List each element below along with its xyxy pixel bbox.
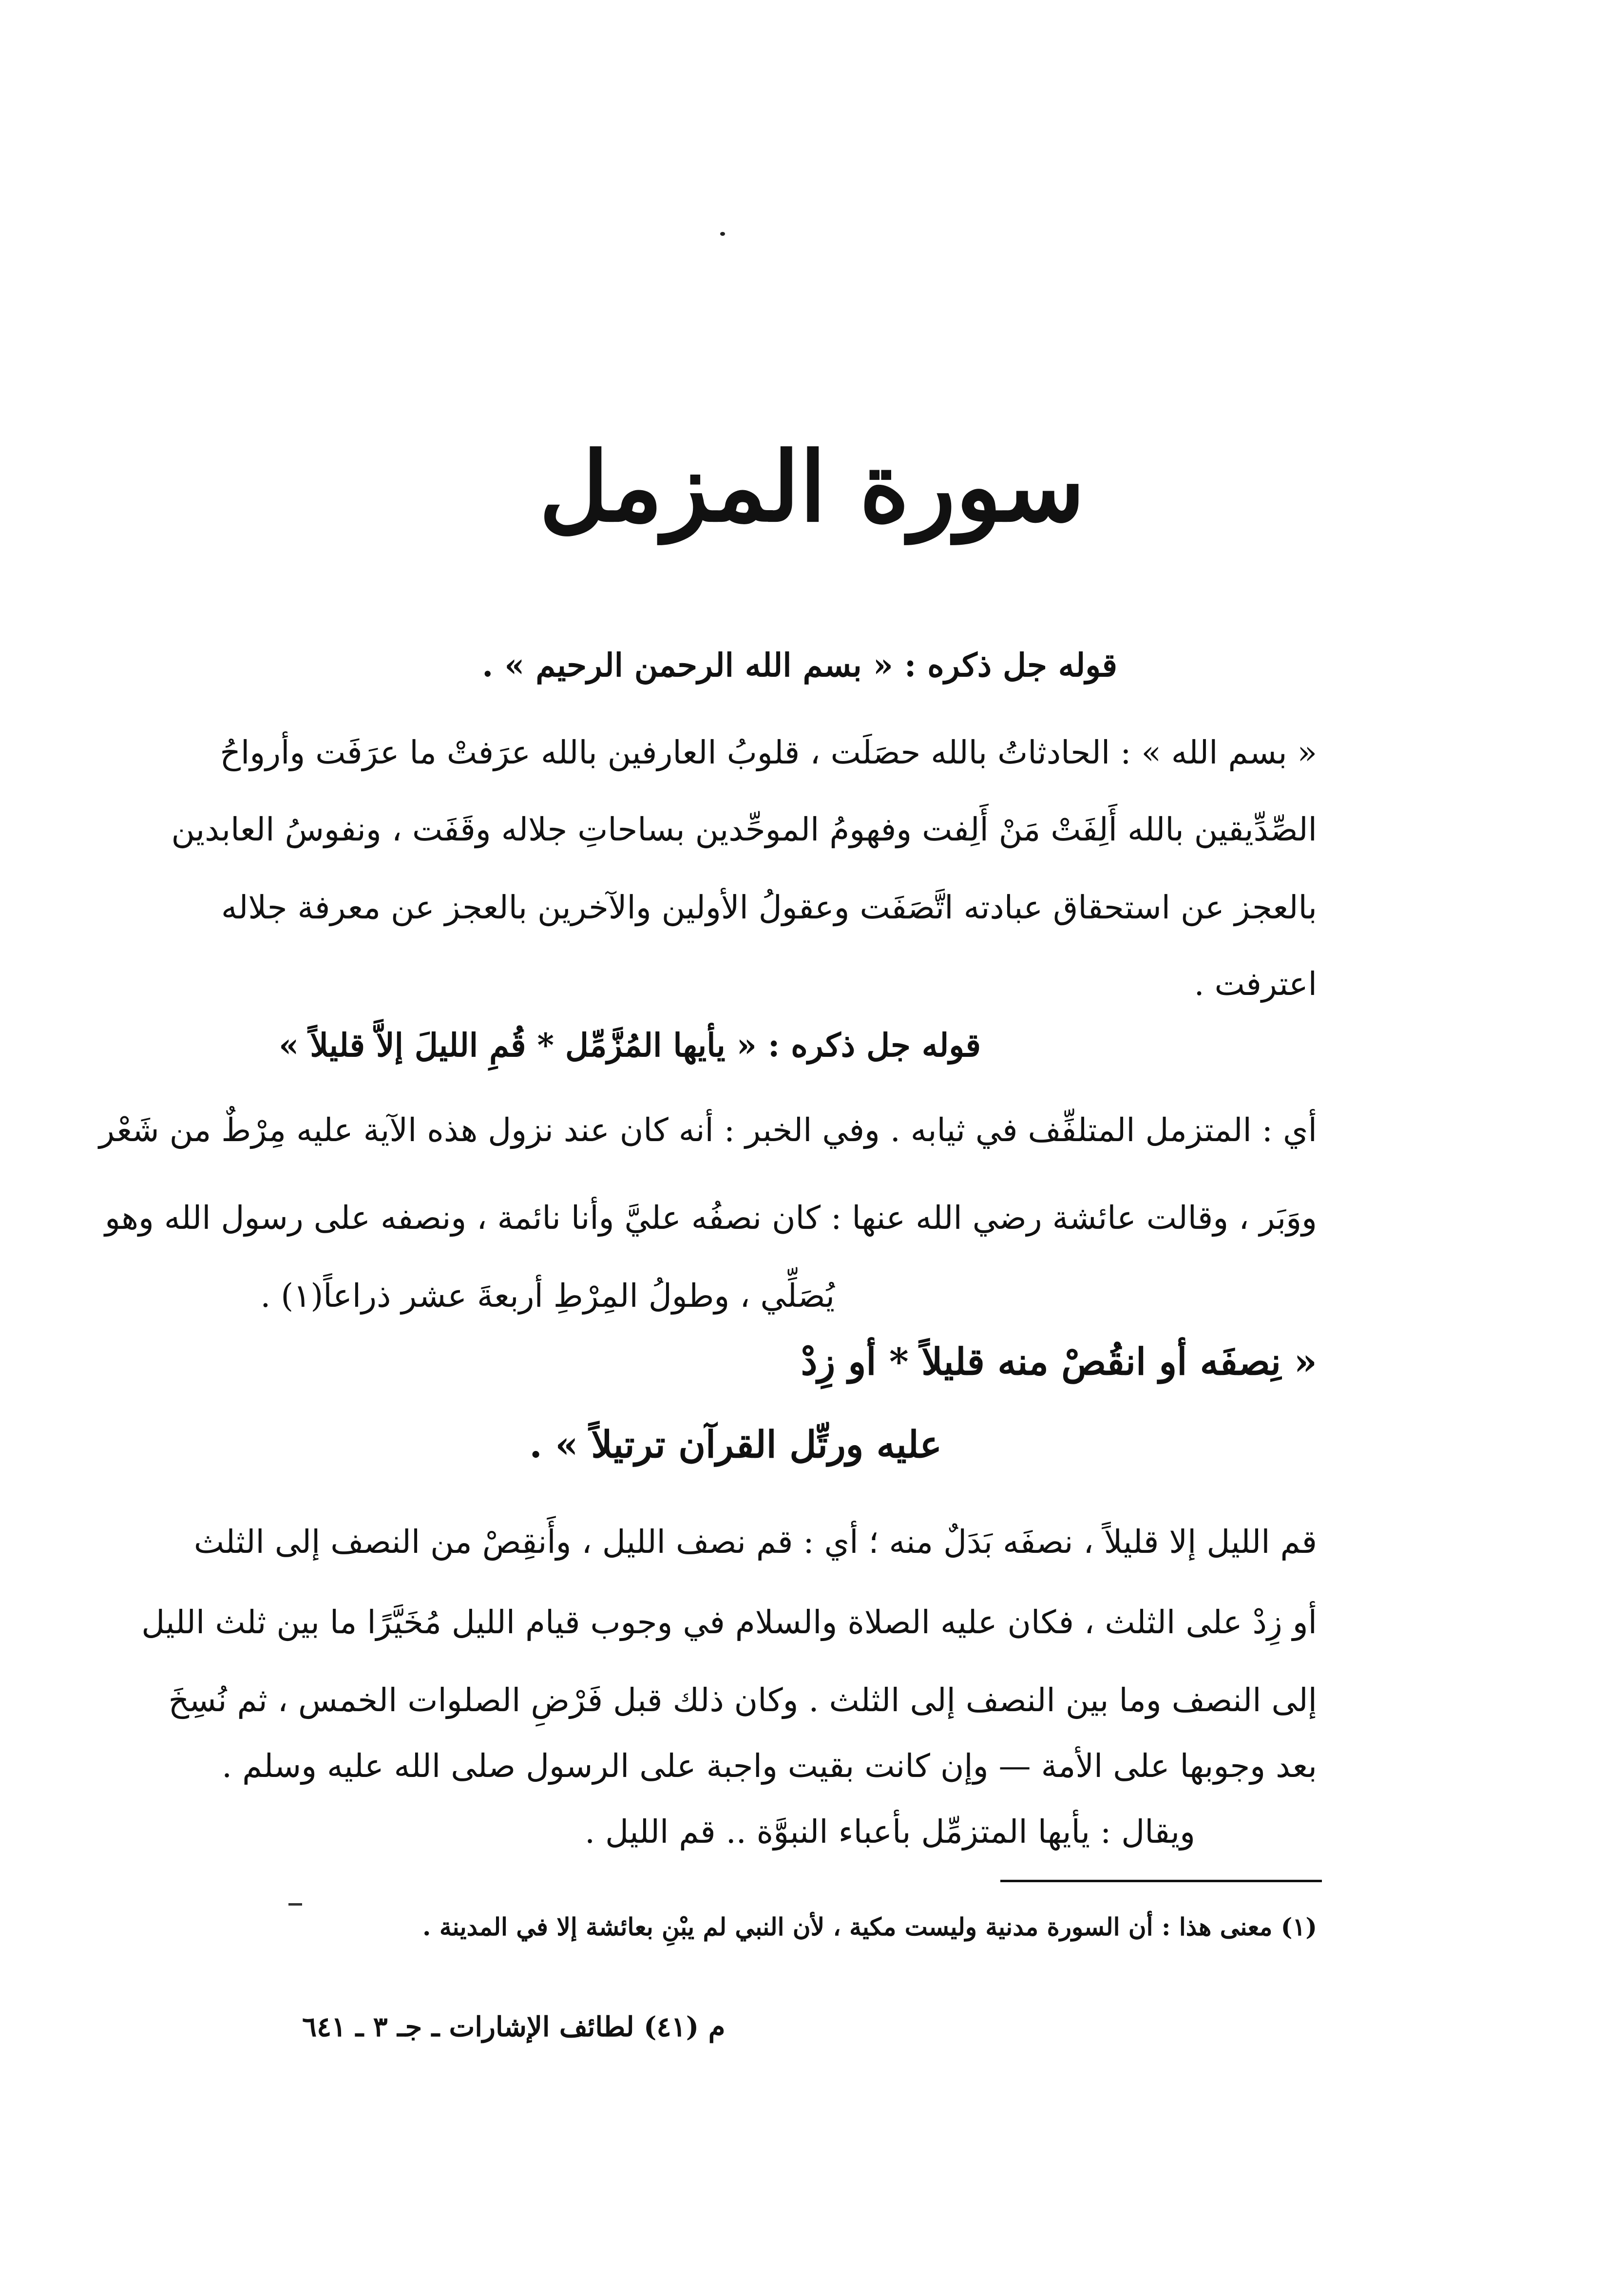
paragraph-line: ويقال : يأيها المتزمِّل بأعباء النبوَّة .. قم الليل . xyxy=(585,1813,1195,1851)
footnote-divider xyxy=(1000,1880,1322,1882)
verse-heading: قوله جل ذكره : « يأيها المُزَّمِّل * قُمِ الليلَ إلاَّ قليلاً » xyxy=(279,1026,981,1064)
paragraph-line: ووَبَر ، وقالت عائشة رضي الله عنها : كان نصفُه عليَّ وأنا نائمة ، ونصفه على رسول الله وهو xyxy=(105,1199,1317,1237)
footnote: (١) معنى هذا : أن السورة مدنية وليست مكية ، لأن النبي لم يبْنِ بعائشة إلا في المدينة . xyxy=(422,1912,1317,1941)
paragraph-line: قم الليل إلا قليلاً ، نصفَه بَدَلٌ منه ؛ أي : قم نصف الليل ، وأَنقِصْ من النصف إلى الثلث xyxy=(193,1523,1317,1561)
verse-quote-line: « نِصفَه أو انقُصْ منه قليلاً * أو زِدْ xyxy=(801,1340,1317,1383)
paragraph-line: الصِّدِّيقين بالله أَلِفَتْ مَنْ أَلِفت وفهومُ الموحِّدين بساحاتِ جلاله وقَفَت ، ونفوسُ العابدين xyxy=(171,811,1317,848)
paragraph-line: « بسم الله » : الحادثاتُ بالله حصَلَت ، قلوبُ العارفين بالله عرَفتْ ما عرَفَت وأرواحُ xyxy=(220,734,1317,771)
paragraph-line: يُصَلِّي ، وطولُ المِرْطِ أربعةَ عشر ذراعاً(١) . xyxy=(260,1277,835,1315)
surah-title: سورة المزمل xyxy=(539,431,1085,543)
paragraph-line: أو زِدْ على الثلث ، فكان عليه الصلاة والسلام في وجوب قيام الليل مُخَيَّرًا ما بين ثلث الليل xyxy=(141,1604,1317,1641)
paragraph-line: اعترفت . xyxy=(1194,965,1317,1003)
paragraph-line: بالعجز عن استحقاق عبادته اتَّصَفَت وعقولُ الأولين والآخرين بالعجز عن معرفة جلاله xyxy=(221,889,1317,926)
margin-mark xyxy=(288,1903,302,1906)
paragraph-line: أي : المتزمل المتلفِّف في ثيابه . وفي الخبر : أنه كان عند نزول هذه الآية عليه مِرْطٌ من شَعْر xyxy=(99,1111,1317,1149)
print-speck xyxy=(720,232,725,236)
page-footer: م (٤١) لطائف الإشارات ـ جـ ٣ ـ ٦٤١ xyxy=(302,2011,726,2043)
paragraph-line: بعد وجوبها على الأمة — وإن كانت بقيت واجبة على الرسول صلى الله عليه وسلم . xyxy=(222,1747,1317,1785)
verse-quote-line: عليه ورتِّل القرآن ترتيلاً » . xyxy=(529,1423,942,1466)
basmala-heading: قوله جل ذكره : « بسم الله الرحمن الرحيم » . xyxy=(482,646,1117,684)
paragraph-line: إلى النصف وما بين النصف إلى الثلث . وكان ذلك قبل فَرْضِ الصلوات الخمس ، ثم نُسِخَ xyxy=(168,1681,1317,1719)
